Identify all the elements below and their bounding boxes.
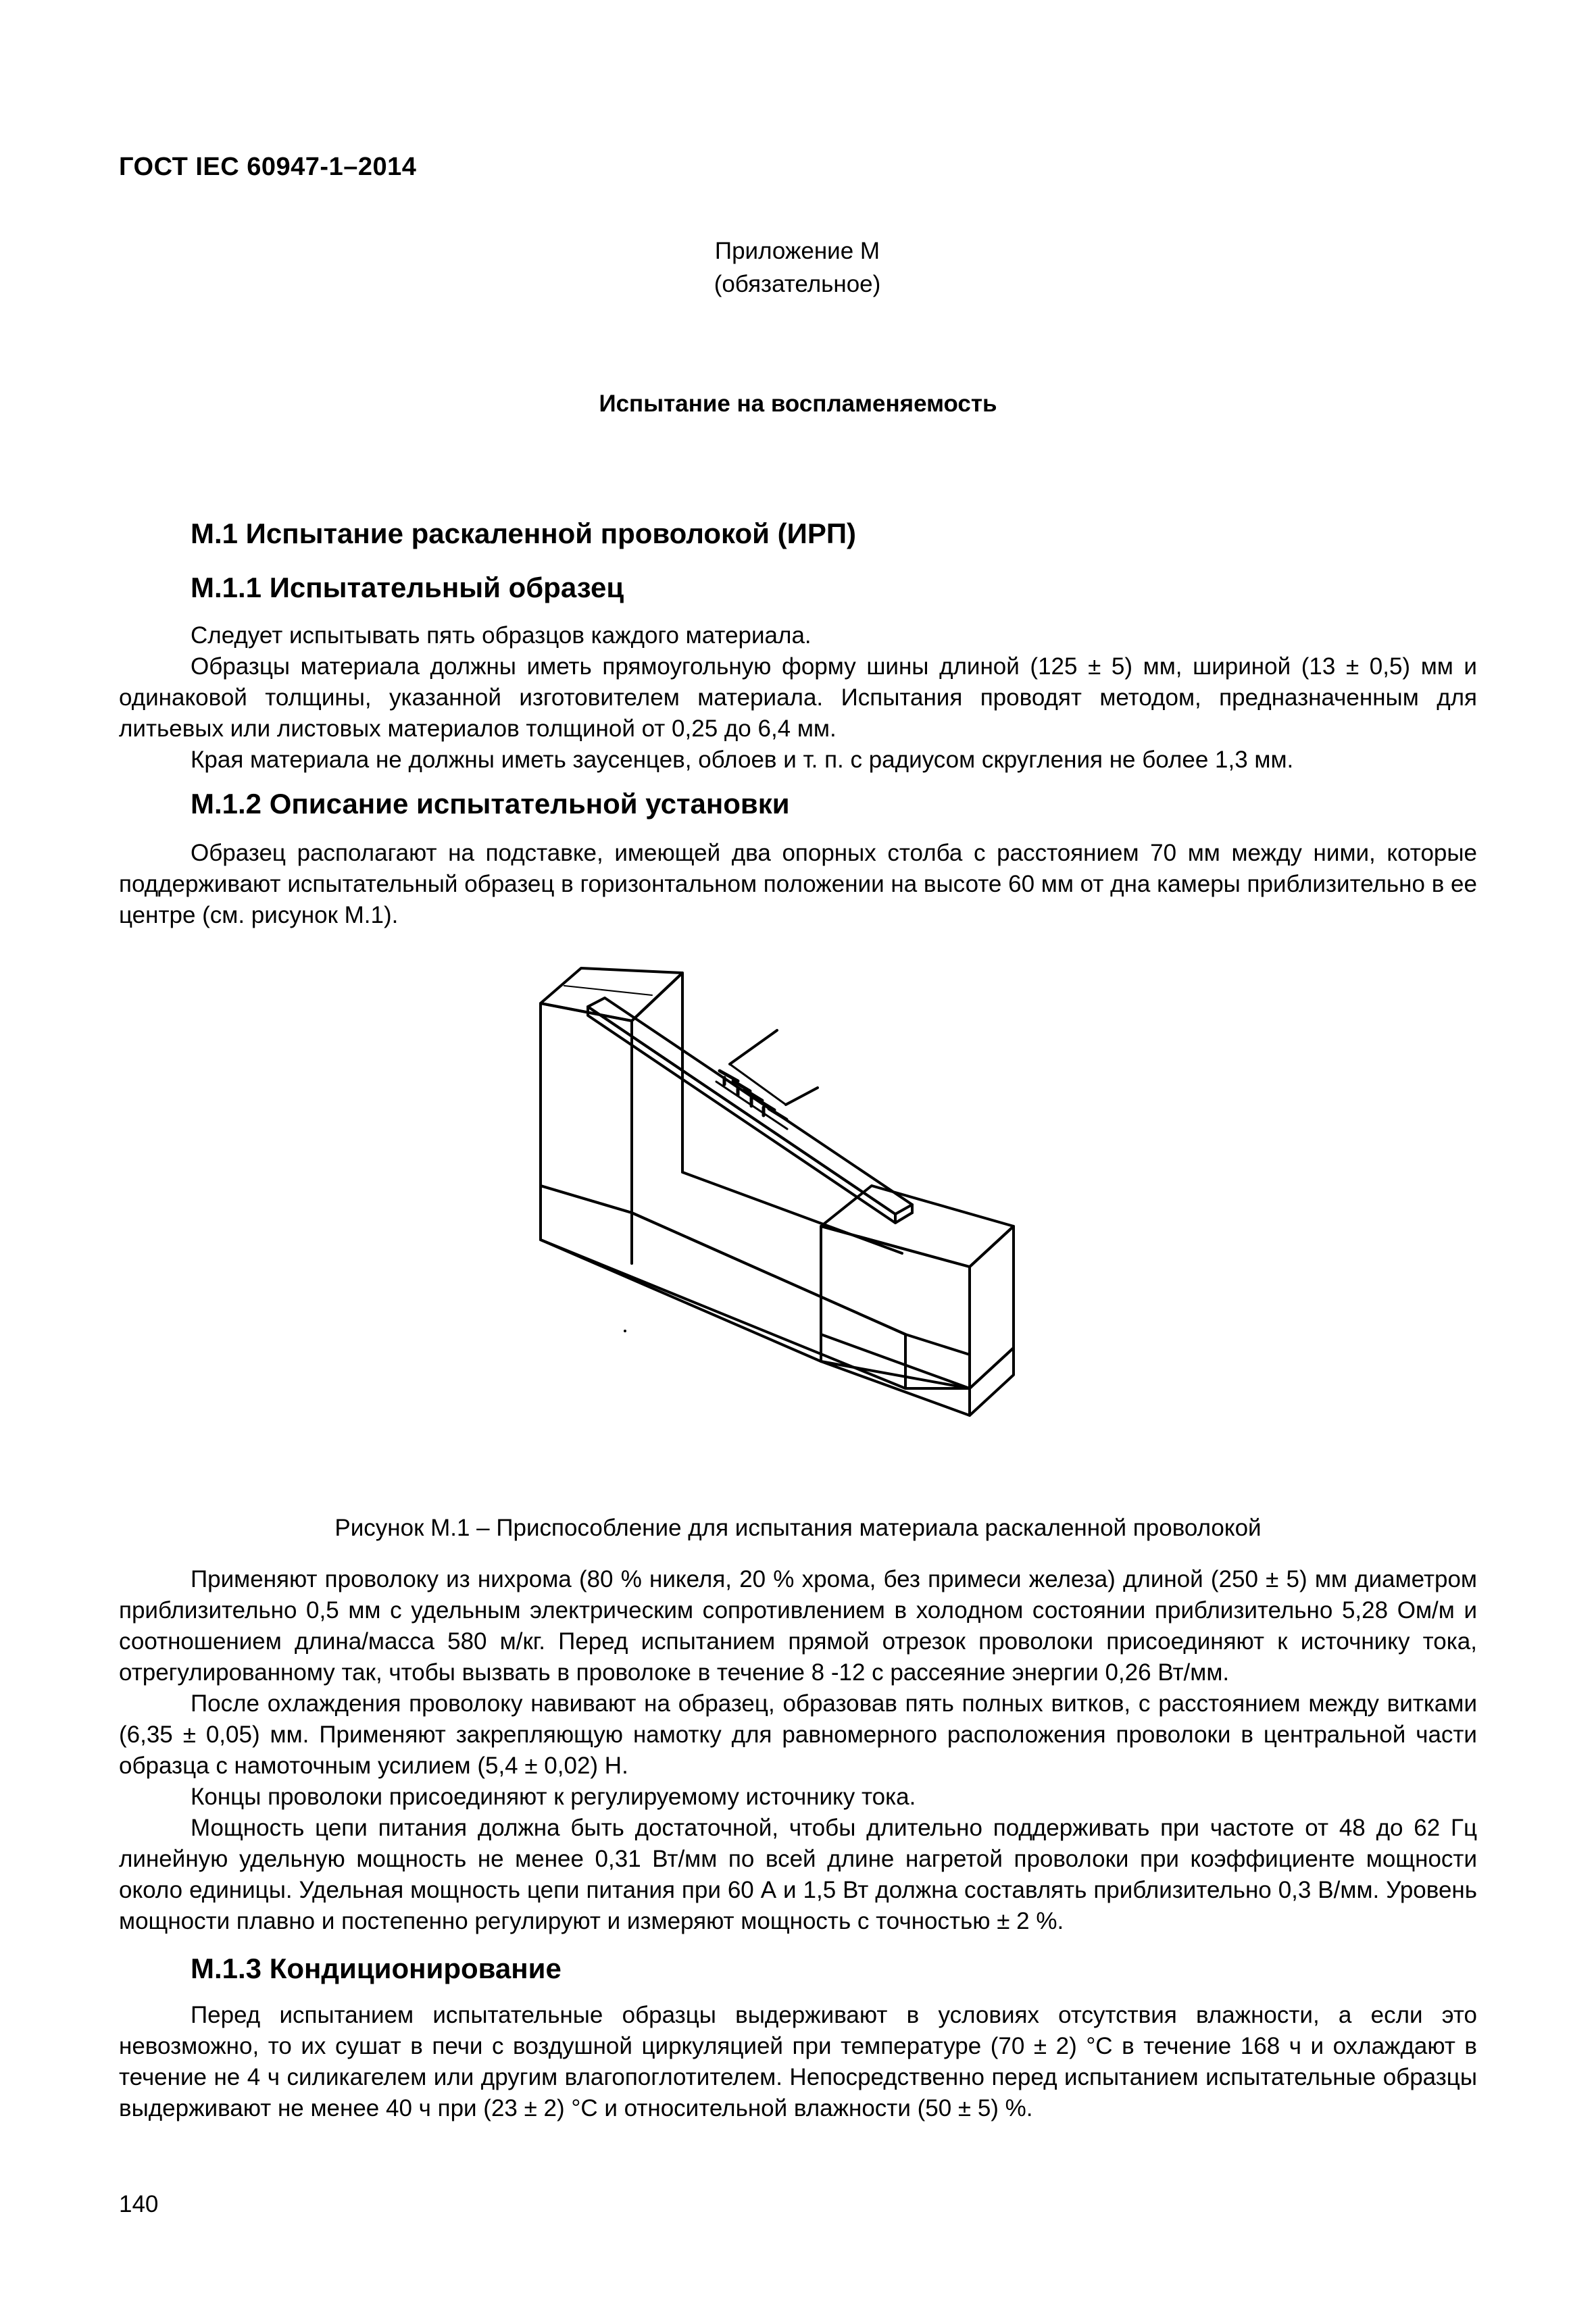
nichrome-wire-coil xyxy=(716,1064,787,1129)
paragraph: Образец располагают на подставке, имеющей два опорных столба с расстоянием 70 мм между ними, которые поддерживают испытательный образец в горизонтальном положении на высоте 60 мм от дна камеры приблизительно в ее центре (см. рисунок М.1). xyxy=(119,840,1477,928)
paragraph: После охлаждения проволоку навивают на образец, образовав пять полных витков, с расстоянием между витками (6,35 ± 0,05) мм. Применяют закрепляющую намотку для равномерного расположения проволоки в центральной части образца с намоточным усилием (5,4 ± 0,02) Н. xyxy=(119,1690,1477,1779)
section-m13-body xyxy=(119,2000,1477,2124)
section-m12-body xyxy=(119,838,1477,931)
annex-header xyxy=(608,234,987,301)
left-support-post xyxy=(541,968,682,1213)
annex-title: Испытание на воспламеняемость xyxy=(599,391,997,417)
section-m11-heading: М.1.1 Испытательный образец xyxy=(191,572,624,603)
section-m1-heading: М.1 Испытание раскаленной проволокой (ИРП) xyxy=(191,518,857,549)
wire-leads xyxy=(730,1030,818,1105)
paragraph: Концы проволоки присоединяют к регулируемому источнику тока. xyxy=(191,1784,916,1810)
section-m11-body xyxy=(119,620,1477,776)
section-m13-heading: М.1.3 Кондиционирование xyxy=(191,1953,562,1984)
paragraph: Образцы материала должны иметь прямоугольную форму шины длиной (125 ± 5) мм, шириной (13 ± 0,5) мм и одинаковой толщины, указанной изготовителем материала. Испытания проводят методом, предназначенным для литьевых или листовых материалов толщиной от 0,25 до 6,4 мм. xyxy=(119,653,1477,742)
section-m12-heading: М.1.2 Описание испытательной установки xyxy=(191,788,790,820)
paragraph: Мощность цепи питания должна быть достаточной, чтобы длительно поддерживать при частоте от 48 до 62 Гц линейную удельную мощность не менее 0,31 Вт/мм по всей длине нагретой проволоки при коэффициенте мощности около единицы. Удельная мощность цепи питания при 60 А и 1,5 Вт должна составлять приблизительно 0,3 В/мм. Уровень мощности плавно и постепенно регулируют и измеряют мощность с точностью ± 2 %. xyxy=(119,1815,1477,1934)
document-id: ГОСТ IEC 60947-1–2014 xyxy=(119,153,417,181)
figure-caption: Рисунок М.1 – Приспособление для испытания материала раскаленной проволокой xyxy=(334,1515,1262,1541)
paragraph: Перед испытанием испытательные образцы выдерживают в условиях отсутствия влажности, а если это невозможно, то их сушат в печи с воздушной циркуляцией при температуре (70 ± 2) °С в течение 168 ч и охлаждают в течение не 4 ч силикагелем или другим влагопоглотителем. Непосредственно перед испытанием испытательные образцы выдерживают не менее 40 ч при (23 ± 2) °С и относительной влажности (50 ± 5) %. xyxy=(119,2002,1477,2121)
section-m12-continued xyxy=(119,1564,1477,1937)
test-fixture-figure xyxy=(527,956,1081,1496)
test-specimen xyxy=(588,998,912,1223)
paragraph: Следует испытывать пять образцов каждого материала. xyxy=(191,622,812,649)
annex-label: Приложение М xyxy=(714,238,880,264)
annex-status: (обязательное) xyxy=(714,271,881,297)
right-support-post xyxy=(541,1186,1014,1415)
paragraph: Края материала не должны иметь заусенцев, облоев и т. п. с радиусом скругления не более 1,3 мм. xyxy=(191,747,1294,773)
page-number: 140 xyxy=(119,2191,159,2217)
paragraph: Применяют проволоку из нихрома (80 % никеля, 20 % хрома, без примеси железа) длиной (250 ± 5) мм диаметром приблизительно 0,5 мм с удельным электрическим сопротивлением в холодном состоянии приблизительно 5,28 Ом/м и соотношением длина/масса 580 м/кг. Перед испытанием прямой отрезок проволоки присоединяют к источнику тока, отрегулированному так, чтобы вызвать в проволоке в течение 8 -12 с рассеяние энергии 0,26 Вт/мм. xyxy=(119,1566,1477,1686)
specimen-dot xyxy=(624,1330,626,1332)
